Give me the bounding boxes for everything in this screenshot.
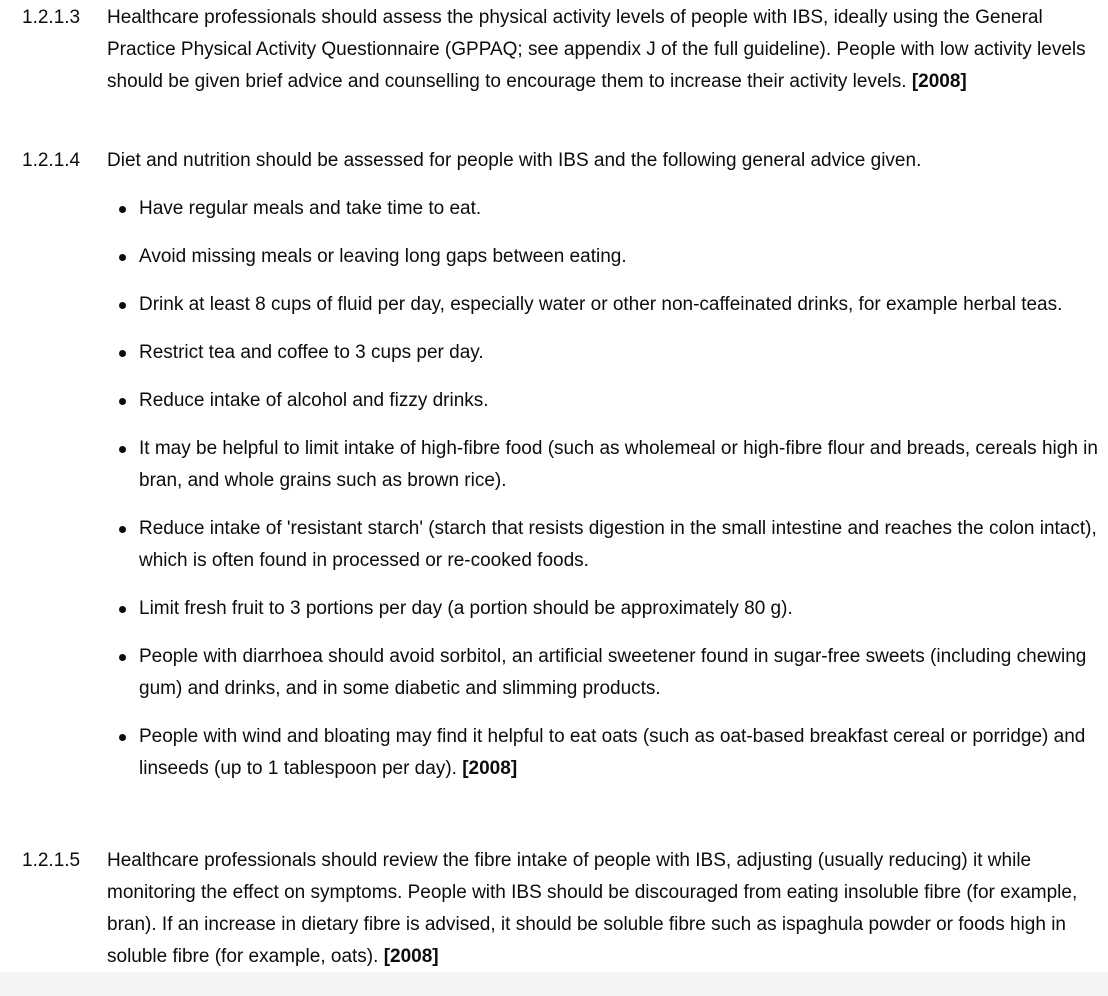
recommendation-body	[107, 845, 1097, 973]
recommendation-1-2-1-4	[0, 145, 1108, 185]
recommendation-body	[107, 145, 1097, 177]
list-item	[139, 721, 1099, 785]
bullet-icon	[119, 254, 126, 261]
list-item	[139, 513, 1099, 577]
recommendation-text-content: Healthcare professionals should review the fibre intake of people with IBS, adjusting (usually reducing) it while monitoring the effect on symptoms. People with IBS should be discouraged from eating insoluble fibre (for example, bran). If an increase in dietary fibre is advised, it should be soluble fibre such as ispaghula powder or foods high in soluble fibre (for example, oats).	[107, 850, 1078, 967]
recommendation-text	[107, 845, 1097, 973]
list-item-text: It may be helpful to limit intake of high-fibre food (such as wholemeal or high-fibre flour and breads, cereals high in bran, and whole grains such as brown rice).	[139, 438, 1098, 491]
list-item-text: Drink at least 8 cups of fluid per day, especially water or other non-caffeinated drinks, for example herbal teas.	[139, 294, 1063, 315]
list-item	[139, 385, 1099, 417]
recommendation-text	[107, 2, 1097, 98]
recommendation-number: 1.2.1.3	[22, 7, 81, 28]
list-item	[139, 241, 1099, 273]
recommendation-year: [2008]	[911, 71, 967, 92]
bullet-icon	[119, 350, 126, 357]
page-bottom-edge	[0, 972, 1108, 996]
recommendation-text-content: Healthcare professionals should assess the physical activity levels of people with IBS, ideally using the General Practice Physical Activity Questionnaire (GPPAQ; see appendix J of the full guideline). People with low activity levels should be given brief advice and counselling to encourage them to increase their activity levels.	[107, 7, 1086, 92]
list-item	[139, 593, 1099, 625]
bullet-icon	[119, 654, 126, 661]
list-item-text: Reduce intake of alcohol and fizzy drinks.	[139, 390, 489, 411]
list-item-text: Reduce intake of 'resistant starch' (starch that resists digestion in the small intestine and reaches the colon intact), which is often found in processed or re-cooked foods.	[139, 518, 1097, 571]
recommendation-text: Diet and nutrition should be assessed for people with IBS and the following general advice given.	[107, 150, 922, 171]
recommendation-number: 1.2.1.5	[22, 850, 81, 871]
list-item-text: Limit fresh fruit to 3 portions per day (a portion should be approximately 80 g).	[139, 598, 793, 619]
recommendation-1-2-1-5	[0, 845, 1108, 973]
list-item-text: Restrict tea and coffee to 3 cups per day.	[139, 342, 484, 363]
list-item	[139, 289, 1099, 321]
bullet-icon	[119, 526, 126, 533]
bullet-icon	[119, 398, 126, 405]
list-item	[139, 433, 1099, 497]
bullet-icon	[119, 606, 126, 613]
list-item	[139, 641, 1099, 705]
recommendation-body	[107, 2, 1097, 98]
list-item-text: People with wind and bloating may find it helpful to eat oats (such as oat-based breakfast cereal or porridge) and linseeds (up to 1 tablespoon per day).	[139, 726, 1086, 779]
list-item	[139, 193, 1099, 225]
recommendation-number: 1.2.1.4	[22, 150, 81, 171]
recommendation-year: [2008]	[462, 758, 518, 779]
list-item-text: People with diarrhoea should avoid sorbitol, an artificial sweetener found in sugar-free sweets (including chewing gum) and drinks, and in some diabetic and slimming products.	[139, 646, 1087, 699]
bullet-icon	[119, 206, 126, 213]
diet-advice-list	[139, 193, 1099, 801]
list-item-text: Have regular meals and take time to eat.	[139, 198, 482, 219]
bullet-icon	[119, 446, 126, 453]
bullet-icon	[119, 734, 126, 741]
bullet-icon	[119, 302, 126, 309]
list-item	[139, 337, 1099, 369]
recommendation-1-2-1-3	[0, 2, 1108, 130]
recommendation-year: [2008]	[383, 946, 439, 967]
list-item-text: Avoid missing meals or leaving long gaps between eating.	[139, 246, 627, 267]
